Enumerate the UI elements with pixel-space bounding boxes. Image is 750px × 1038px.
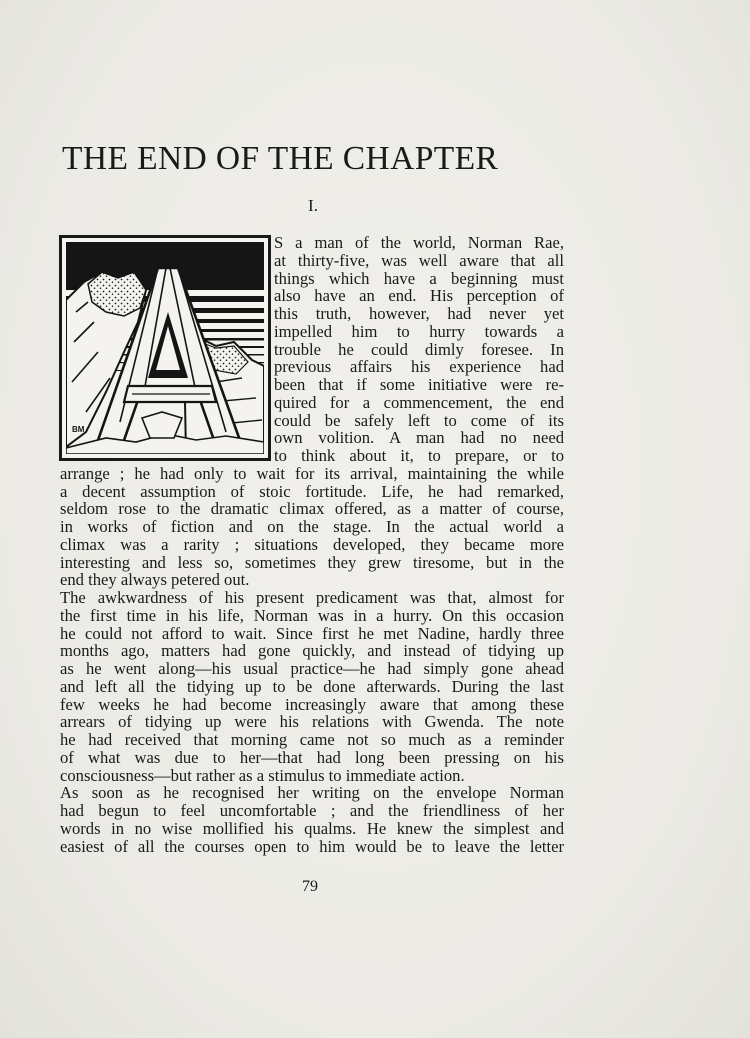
text-line: own volition. A man had no need — [274, 428, 564, 448]
text-line: impelled him to hurry towards a — [274, 321, 564, 341]
text-line: quired for a commencement, the end — [274, 392, 564, 412]
text-line: in works of fiction and on the stage. In the actual world a — [60, 517, 564, 536]
text-line: and left all the tidying up to be done afterwards. During the last — [60, 676, 564, 696]
text-line: at thirty-five, was well aware that all — [274, 250, 564, 270]
text-line: arrange ; he had only to wait for its arrival, maintaining the while — [60, 463, 564, 483]
text-line: a decent assumption of stoic fortitude. Life, he had remarked, — [60, 481, 564, 501]
text-line: months ago, matters had gone quickly, and instead of tidying up — [60, 641, 564, 661]
text-line: previous affairs his experience had — [274, 357, 564, 377]
text-line: the first time in his life, Norman was in a hurry. On this occasion — [60, 605, 564, 625]
text-line: S a man of the world, Norman Rae, — [274, 233, 564, 252]
text-line: end they always petered out. — [60, 570, 250, 590]
text-line: could be safely left to come of its — [274, 410, 564, 430]
text-line: to think about it, to prepare, or to — [274, 446, 564, 465]
text-line: things which have a beginning must — [274, 268, 564, 288]
text-line: he could not afford to wait. Since first he met Nadine, hardly three — [60, 623, 564, 643]
text-line: easiest of all the courses open to him would be to leave the letter — [60, 836, 564, 856]
text-line: As soon as he recognised her writing on the envelope Norman — [60, 783, 564, 803]
page-number: 79 — [302, 878, 318, 895]
text-line: this truth, however, had never yet — [274, 304, 564, 323]
text-line: had begun to feel uncomfortable ; and the friendliness of her — [60, 801, 564, 820]
text-line: climax was a rarity ; situations developed, they became more — [60, 534, 564, 554]
text-line: consciousness—but rather as a stimulus to immediate action. — [60, 765, 465, 785]
text-line: as he went along—his usual practice—he had simply gone ahead — [60, 659, 564, 678]
text-line: also have an end. His perception of — [274, 286, 564, 306]
text-line: been that if some initiative were re- — [274, 375, 564, 394]
text-line: interesting and less so, sometimes they grew tiresome, but in the — [60, 552, 564, 572]
chapter-number: I. — [308, 196, 318, 215]
artist-monogram: BM — [72, 425, 85, 434]
chapter-title: THE END OF THE CHAPTER — [62, 140, 499, 177]
text-line: arrears of tidying up were his relations with Gwenda. The note — [60, 712, 564, 732]
text-line: few weeks he had become increasingly aware that among these — [60, 694, 564, 714]
text-line: The awkwardness of his present predicament was that, almost for — [60, 588, 564, 607]
text-line: seldom rose to the dramatic climax offered, as a matter of course, — [60, 499, 564, 519]
chapter-body — [60, 234, 564, 855]
text-line: trouble he could dimly foresee. In — [274, 339, 564, 359]
text-line: he had received that morning came not so much as a reminder — [60, 730, 564, 749]
text-line: words in no wise mollified his qualms. He knew the simplest and — [60, 818, 564, 838]
text-line: of what was due to her—that had long been pressing on his — [60, 747, 564, 767]
